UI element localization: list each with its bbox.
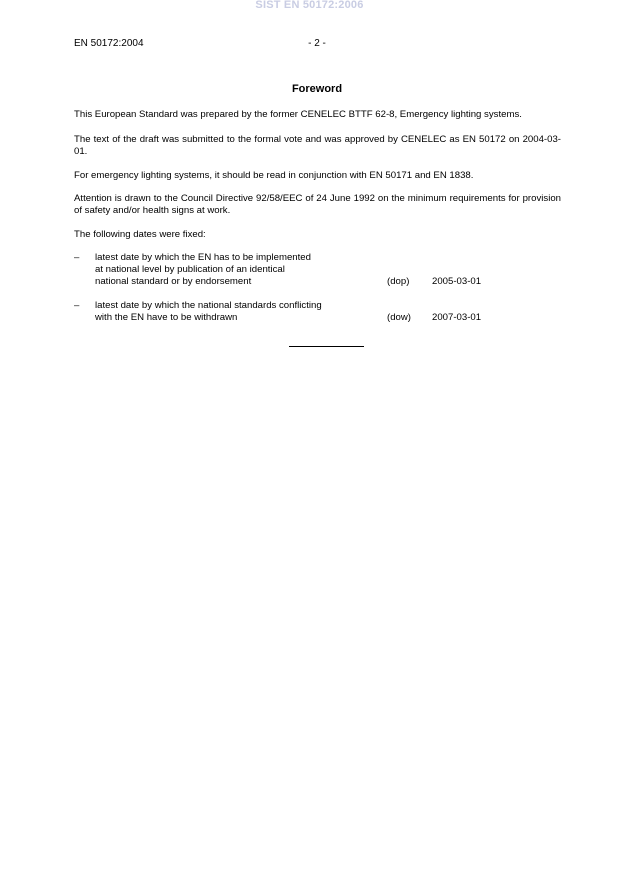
date-item-line: latest date by which the national standards conflicting xyxy=(95,300,322,311)
date-item-line: with the EN have to be withdrawn xyxy=(95,312,238,323)
paragraph-dates-intro: The following dates were fixed: xyxy=(74,229,206,240)
date-item-line: national standard or by endorsement xyxy=(95,276,252,287)
date-item-line: at national level by publication of an identical xyxy=(95,264,285,275)
watermark: SIST EN 50172:2006 xyxy=(255,0,364,11)
list-dash: – xyxy=(74,252,80,263)
page-number: - 2 - xyxy=(308,38,326,49)
date-abbreviation: (dow) xyxy=(387,312,411,323)
end-rule xyxy=(289,346,364,347)
date-abbreviation: (dop) xyxy=(387,276,410,287)
date-item-text xyxy=(95,300,375,324)
date-value: 2007-03-01 xyxy=(432,312,482,323)
list-dash: – xyxy=(74,300,80,311)
section-title: Foreword xyxy=(291,83,343,95)
paragraph-conjunction: For emergency lighting systems, it should be read in conjunction with EN 50171 and EN 1838. xyxy=(74,170,474,181)
document-id: EN 50172:2004 xyxy=(74,38,144,49)
paragraph-prepared-by: This European Standard was prepared by the former CENELEC BTTF 62-8, Emergency lighting systems. xyxy=(74,109,522,120)
date-value: 2005-03-01 xyxy=(432,276,482,287)
date-item-line: latest date by which the EN has to be implemented xyxy=(95,252,311,263)
paragraph-approval: The text of the draft was submitted to the formal vote and was approved by CENELEC as EN 50172 on 2004-03-01. xyxy=(74,134,561,157)
paragraph-directive: Attention is drawn to the Council Directive 92/58/EEC of 24 June 1992 on the minimum requirements for provision of safety and/or health signs at work. xyxy=(74,193,561,216)
date-item-text xyxy=(95,252,375,288)
